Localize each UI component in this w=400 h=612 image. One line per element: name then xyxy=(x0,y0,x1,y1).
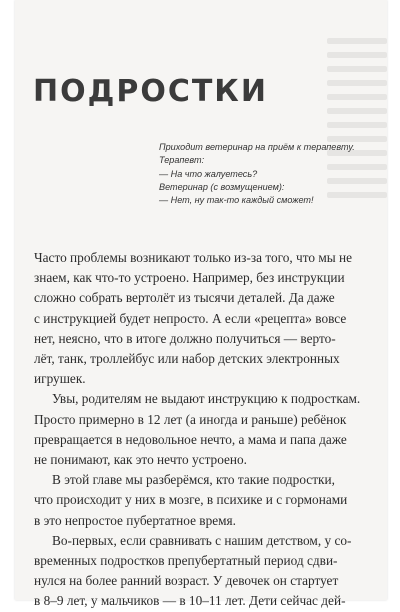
body-line: с инструкцией будет непросто. А если «рецепта» вовсе xyxy=(34,310,347,326)
epigraph-line: Ветеринар (с возмущением): xyxy=(159,181,285,192)
body-line: в 8–9 лет, у мальчиков — в 10–11 лет. Дети сейчас дей- xyxy=(34,593,346,609)
body-line: сложно собрать вертолёт из тысячи деталей. Да даже xyxy=(34,290,335,306)
body-line: не понимают, как это нечто устроено. xyxy=(34,452,247,468)
chapter-title: ПОДРОСТКИ xyxy=(33,74,268,109)
paragraph-first-line: Во-первых, если сравнивать с нашим детством, у со- xyxy=(52,532,352,548)
body-line: знаем, как что-то устроено. Например, без инструкции xyxy=(34,270,345,286)
body-line: временных подростков препубертатный период сдви- xyxy=(34,553,338,569)
body-line: нулся на более ранний возраст. У девочек он стартует xyxy=(34,573,339,589)
epigraph-line: Терапевт: xyxy=(159,155,205,166)
paragraph-first-line: В этой главе мы разберёмся, кто такие подростки, xyxy=(52,472,335,488)
epigraph xyxy=(159,141,379,207)
body-line: лёт, танк, троллейбус или набор детских электронных xyxy=(34,351,340,367)
epigraph-line: — На что жалуетесь? xyxy=(159,168,258,179)
body-line: превращается в недовольное нечто, а мама и папа даже xyxy=(34,431,347,447)
body-line: в это непростое пубертатное время. xyxy=(34,512,236,528)
body-line: нет, неясно, что в итоге должно получиться — верто- xyxy=(34,330,336,346)
body-line: Просто примерно в 12 лет (а иногда и раньше) ребёнок xyxy=(34,411,347,427)
body-line: что происходит у них в мозге, в психике и с гормонами xyxy=(34,492,348,508)
paragraph-first-line: Увы, родителям не выдают инструкцию к подросткам. xyxy=(52,391,361,407)
epigraph-line: — Нет, ну так-то каждый сможет! xyxy=(159,195,314,206)
book-page xyxy=(15,0,387,609)
epigraph-line: Приходит ветеринар на приём к терапевту. xyxy=(159,142,355,152)
body-line: игрушек. xyxy=(34,371,86,387)
body-line: Часто проблемы возникают только из-за того, что мы не xyxy=(34,250,353,265)
body-text xyxy=(34,248,382,612)
